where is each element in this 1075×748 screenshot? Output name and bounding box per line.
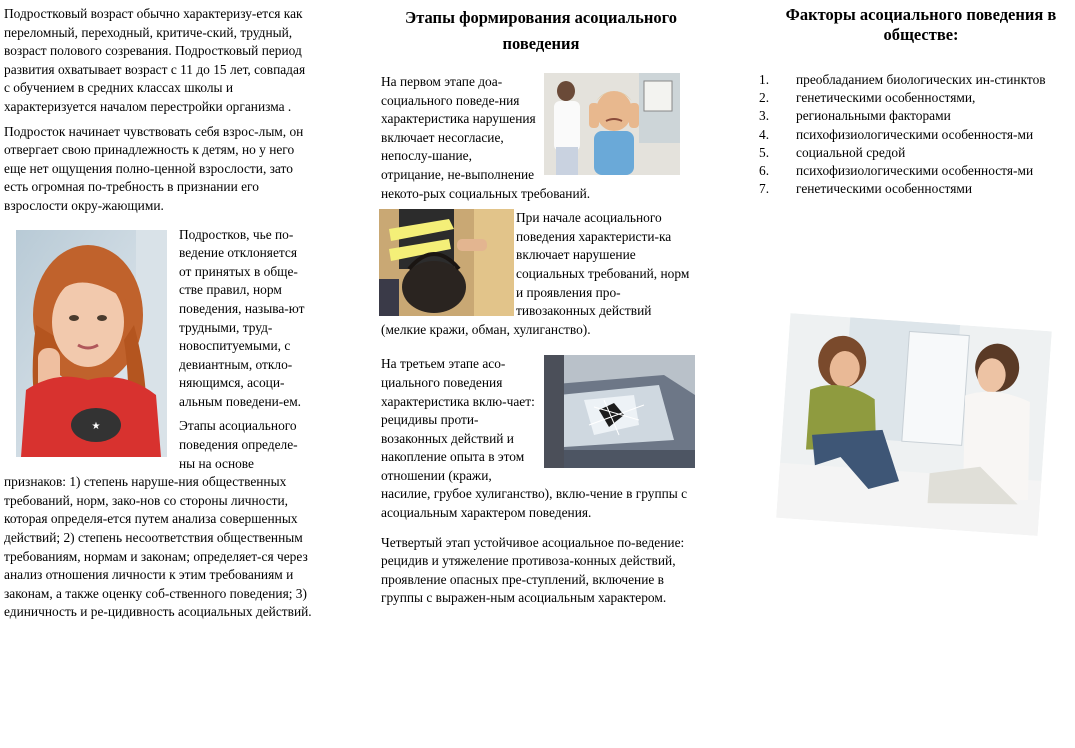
factors-list bbox=[755, 71, 1069, 198]
angry-child-photo bbox=[544, 73, 680, 175]
paragraph-stage-four: Четвертый этап устойчивое асоциальное по-ведение: рецидив и утяжеление противоза-конных действий, проявление опасных пре-ступлений, включение в группы с выражен-ным асоциальным характером. bbox=[381, 534, 685, 606]
list-item: 3. региональными факторами bbox=[759, 108, 951, 124]
list-item: 2. генетическими особенностями, bbox=[759, 90, 976, 106]
factors-heading: Факторы асоциального поведения в обществе: bbox=[785, 5, 1057, 44]
column-3 bbox=[755, 5, 1075, 198]
column-1 bbox=[4, 5, 312, 622]
car-break-in-photo bbox=[544, 355, 695, 468]
bag-theft-photo bbox=[379, 209, 514, 316]
list-item: 7. генетическими особенностями bbox=[759, 181, 973, 197]
paragraph-stage-two: При начале асоциального поведения характеристи-ка включает нарушение социальных требований, норм и проявления про-тивозаконных действий (мелкие кражи, обман, хулиганство). bbox=[381, 210, 690, 337]
teen-girl-photo bbox=[16, 230, 167, 457]
paragraph-stages-criteria: Этапы асоциального поведения определе-ны на основе признаков: 1) степень наруше-ния общественных требований, норм, зако-нов со стороны личности, которая определя-ется путем анализа совершенных действий; 2) степень несоответствия общественным требованиям, нормам и законам; определяет-ся через анализ отношения личности к этим требованиям и законам, а также оценку соб-ственного поведения; 3) единичность и ре-цидивность асоциальных действий. bbox=[4, 418, 312, 620]
list-item: 5. социальной средой bbox=[759, 144, 906, 160]
paragraph-stage-one: На первом этапе доа-социального поведе-ния характеристика нарушения включает несогласие, непослу-шание, отрицание, не-выполнение некото-рых социальных требований. bbox=[381, 74, 591, 201]
paragraph-adolescence-age: Подростковый возраст обычно характеризу-ется как переломный, переходный, критиче-ский, трудный, возраст полового созревания. Подростковый период развития охватывает возраст с 11 до 15 лет, совпадая с обучением в средних классах школы и характеризуется началом перестройки организма . bbox=[4, 6, 306, 114]
list-item: 1. преобладанием биологических ин-стинктов bbox=[759, 72, 1046, 87]
paragraph-stage-three: На третьем этапе асо-циального поведения характеристика вклю-чает: рецидивы проти-возаконных действий и накопление опыта в этом отношении (кражи, насилие, грубое хулиганство), вклю-чение в группы с асоциальным характером поведения. bbox=[381, 356, 688, 521]
paragraph-difficult-teens: Подростков, чье по-ведение отклоняется от принятых в обще-стве правил, норм поведения, называ-ют трудными, труд-новоспитуемыми, с девиантным, откло-няющимся, асоци-альным поведени-ем. bbox=[179, 226, 305, 409]
stages-heading: Этапы формирования асоциального поведения bbox=[405, 8, 677, 53]
conversation-photo bbox=[776, 313, 1052, 536]
list-item: 6. психофизиологическими особенностя-ми bbox=[759, 163, 1034, 179]
list-item: 4. психофизиологическими особенностя-ми bbox=[759, 126, 1034, 142]
column-2 bbox=[381, 5, 693, 608]
svg-text:★: ★ bbox=[91, 420, 101, 432]
paragraph-adolescent-feels-adult: Подросток начинает чувствовать себя взрос-лым, он отвергает свою принадлежность к детям, но у него еще нет ощущения полно-ценной взрослости, зато есть огромная по-требность в признании его взрослости окру-жающими. bbox=[4, 123, 304, 213]
